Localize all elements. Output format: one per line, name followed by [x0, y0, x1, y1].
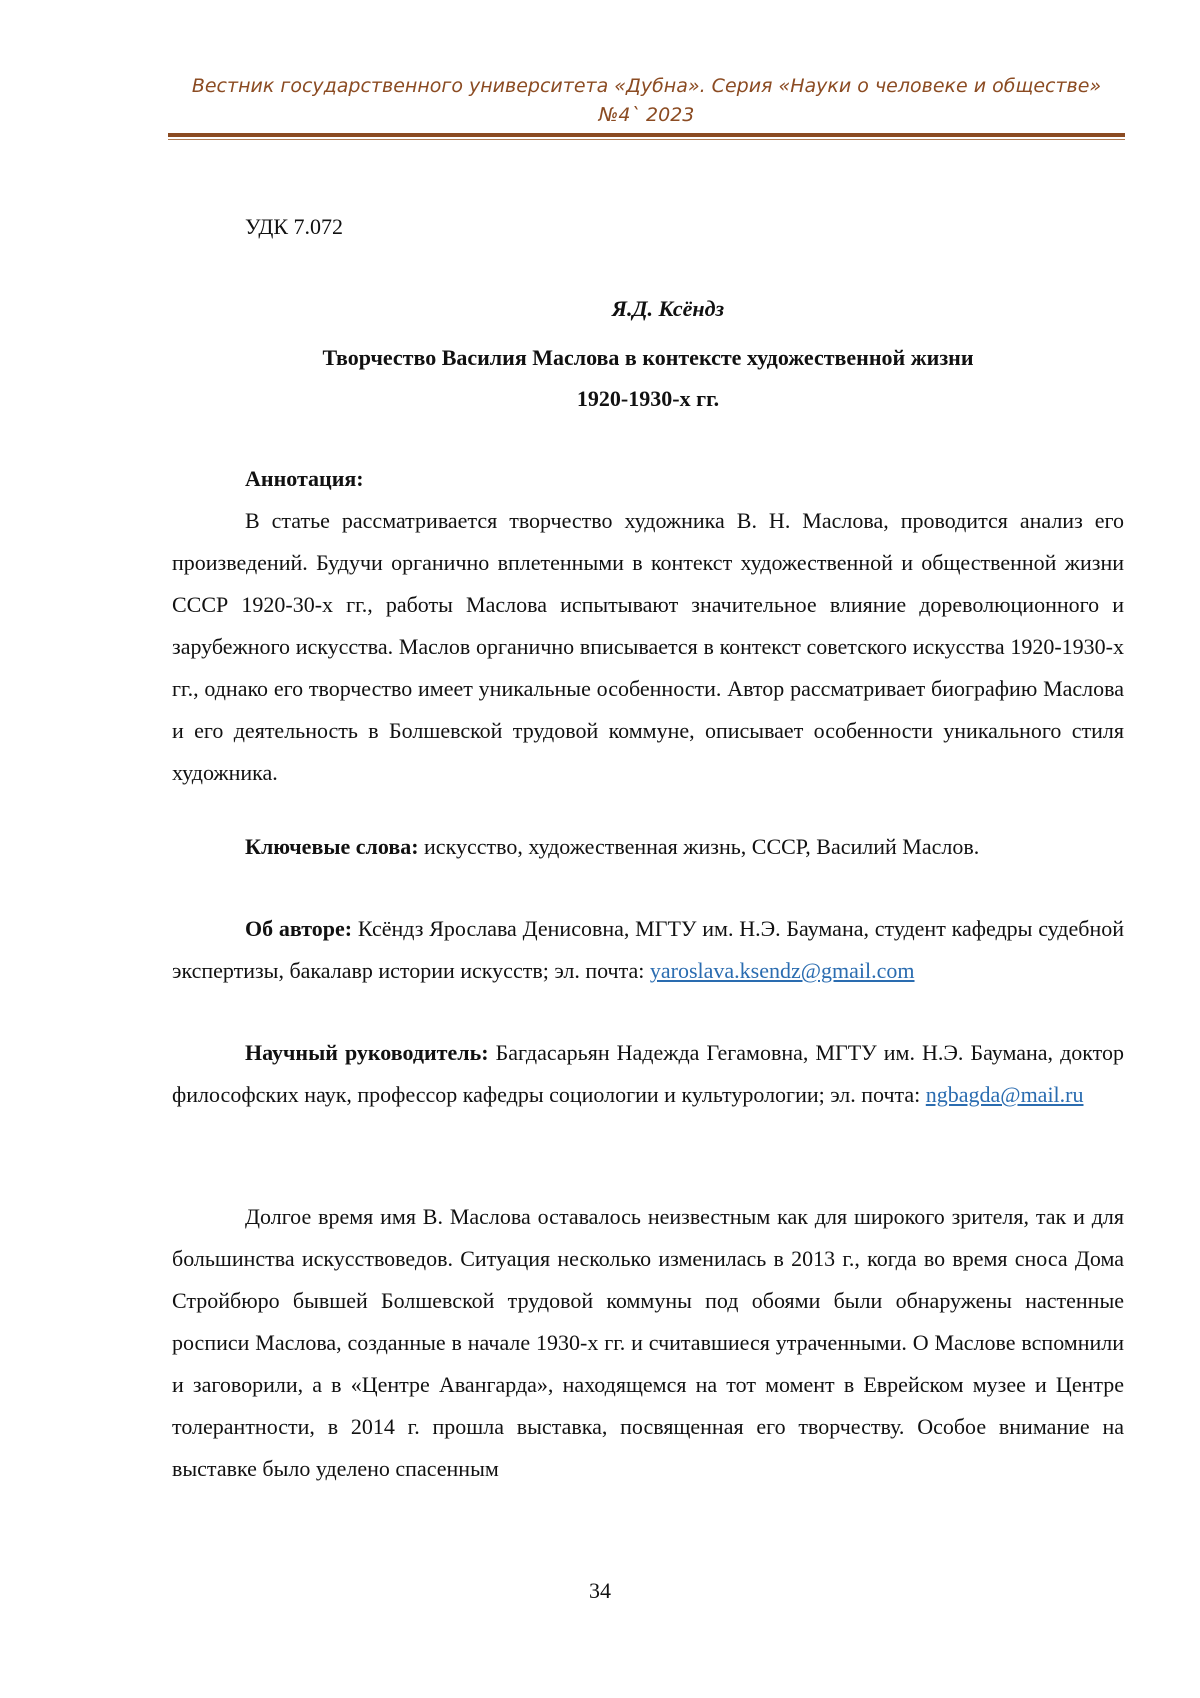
article-title: [172, 337, 1124, 419]
keywords-paragraph: [172, 826, 1124, 868]
page-number: 34: [0, 1578, 1200, 1604]
journal-title: Вестник государственного университета «Дубна». Серия «Науки о человеке и обществе»: [168, 72, 1125, 101]
about-author-text: Ксёндз Ярослава Денисовна, МГТУ им. Н.Э. Баумана, студент кафедры судебной экспертизы, бакалавр истории искусств; эл. почта:: [172, 916, 1124, 983]
udk-code: УДК 7.072: [245, 214, 343, 240]
keywords-label: Ключевые слова:: [245, 834, 419, 859]
article-title-line1: Творчество Василия Маслова в контексте художественной жизни: [172, 337, 1124, 378]
header-rule: [168, 133, 1125, 137]
about-author-label: Об авторе:: [245, 916, 352, 941]
supervisor-paragraph: [172, 1032, 1124, 1116]
header-rule-thin: [168, 139, 1125, 140]
author-name: Я.Д. Ксёндз: [172, 296, 1124, 322]
supervisor-email-link[interactable]: ngbagda@mail.ru: [926, 1082, 1084, 1107]
author-email-link[interactable]: yaroslava.ksendz@gmail.com: [650, 958, 915, 983]
body-paragraph: Долгое время имя В. Маслова оставалось неизвестным как для широкого зрителя, так и для большинства искусствоведов. Ситуация несколько изменилась в 2013 г., когда во время сноса Дома Стройбюро бывшей Болшевской трудовой коммуны под обоями были обнаружены настенные росписи Маслова, созданные в начале 1930-х гг. и считавшиеся утраченными. О Маслове вспомнили и заговорили, а в «Центре Авангарда», находящемся на тот момент в Еврейском музее и Центре толерантности, в 2014 г. прошла выставка, посвященная его творчеству. Особое внимание на выставке было уделено спасенным: [172, 1196, 1124, 1490]
journal-header: [168, 72, 1125, 130]
about-author-paragraph: [172, 908, 1124, 992]
supervisor-text: Багдасарьян Надежда Гегамовна, МГТУ им. Н.Э. Баумана, доктор философских наук, профессор кафедры социологии и культурологии; эл. почта:: [172, 1040, 1124, 1107]
annotation-text: В статье рассматривается творчество художника В. Н. Маслова, проводится анализ его произведений. Будучи органично вплетенными в контекст художественной и общественной жизни СССР 1920-30-х гг., работы Маслова испытывают значительное влияние дореволюционного и зарубежного искусства. Маслов органично вписывается в контекст советского искусства 1920-1930-х гг., однако его творчество имеет уникальные особенности. Автор рассматривает биографию Маслова и его деятельность в Болшевской трудовой коммуне, описывает особенности уникального стиля художника.: [172, 500, 1124, 794]
annotation-label: Аннотация:: [245, 466, 364, 492]
journal-issue: №4` 2023: [168, 101, 1125, 130]
keywords-text: искусство, художественная жизнь, СССР, Василий Маслов.: [419, 834, 980, 859]
supervisor-label: Научный руководитель:: [245, 1040, 489, 1065]
article-title-line2: 1920-1930-х гг.: [172, 378, 1124, 419]
